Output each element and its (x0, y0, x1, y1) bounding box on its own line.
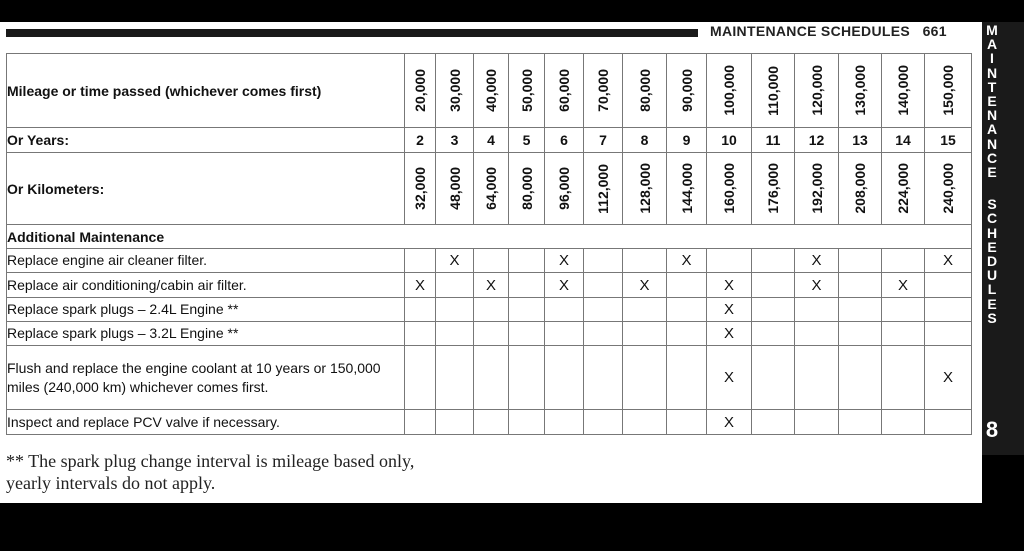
service-mark (882, 346, 925, 410)
kilometers-cell (882, 153, 925, 225)
service-mark (509, 298, 545, 322)
years-cell: 3 (436, 128, 474, 153)
maintenance-item: Replace spark plugs – 3.2L Engine ** (7, 322, 405, 346)
mileage-cell (474, 54, 509, 128)
section-row (7, 225, 972, 249)
service-mark (839, 346, 882, 410)
service-mark (474, 298, 509, 322)
kilometers-value: 96,000 (556, 167, 572, 210)
mileage-cell (584, 54, 623, 128)
mileage-cell (752, 54, 795, 128)
mileage-value: 30,000 (446, 69, 463, 112)
mileage-cell (405, 54, 436, 128)
service-mark (509, 273, 545, 298)
chapter-tab-letter: C (986, 149, 998, 166)
chapter-tab-letter: A (986, 36, 998, 53)
service-mark (405, 346, 436, 410)
chapter-tab-letter: N (986, 64, 998, 81)
mileage-value: 120,000 (808, 65, 825, 116)
service-mark (795, 298, 839, 322)
service-mark: X (925, 249, 972, 273)
service-mark (795, 346, 839, 410)
service-mark (882, 249, 925, 273)
service-mark (509, 249, 545, 273)
service-mark: X (925, 346, 972, 410)
service-mark (509, 322, 545, 346)
service-mark (667, 322, 707, 346)
mileage-value: 70,000 (595, 69, 611, 112)
service-mark (584, 298, 623, 322)
chapter-tab-letter: C (986, 210, 998, 227)
service-mark (623, 410, 667, 435)
service-mark (474, 410, 509, 435)
kilometers-value: 224,000 (895, 163, 911, 214)
service-mark (405, 410, 436, 435)
mileage-value: 140,000 (895, 65, 911, 116)
service-mark (839, 322, 882, 346)
years-cell: 9 (667, 128, 707, 153)
years-cell: 2 (405, 128, 436, 153)
service-mark (584, 249, 623, 273)
service-mark (545, 298, 584, 322)
mileage-value: 60,000 (556, 69, 572, 112)
service-mark (623, 346, 667, 410)
service-mark (436, 322, 474, 346)
chapter-tab (982, 22, 1024, 455)
years-row (7, 128, 972, 153)
service-mark: X (795, 273, 839, 298)
kilometers-cell (795, 153, 839, 225)
chapter-tab-letter: E (987, 295, 997, 312)
kilometers-value: 128,000 (636, 163, 653, 214)
service-mark (795, 410, 839, 435)
mileage-value: 90,000 (678, 69, 695, 112)
maintenance-row (7, 298, 972, 322)
service-mark (623, 322, 667, 346)
service-mark (667, 410, 707, 435)
service-mark: X (707, 298, 752, 322)
mileage-row (7, 54, 972, 128)
kilometers-cell (436, 153, 474, 225)
maintenance-row (7, 346, 972, 410)
maintenance-item: Replace engine air cleaner filter. (7, 249, 405, 273)
service-mark (795, 322, 839, 346)
kilometers-value: 240,000 (940, 163, 956, 214)
service-mark (707, 249, 752, 273)
service-mark (839, 410, 882, 435)
header-rule (6, 29, 698, 37)
page-header (710, 23, 947, 39)
service-mark: X (707, 346, 752, 410)
years-cell: 10 (707, 128, 752, 153)
service-mark (509, 410, 545, 435)
service-mark (584, 273, 623, 298)
service-mark (925, 298, 972, 322)
chapter-tab-letter: E (987, 238, 997, 255)
section-label: Additional Maintenance (7, 225, 972, 249)
years-cell: 12 (795, 128, 839, 153)
mileage-cell (839, 54, 882, 128)
service-mark (405, 322, 436, 346)
service-mark: X (707, 410, 752, 435)
service-mark (584, 322, 623, 346)
chapter-tab-letter: D (986, 253, 998, 270)
service-mark (752, 322, 795, 346)
service-mark: X (623, 273, 667, 298)
maintenance-row (7, 410, 972, 435)
page-number: 661 (922, 23, 947, 39)
maintenance-item: Replace spark plugs – 2.4L Engine ** (7, 298, 405, 322)
service-mark (882, 410, 925, 435)
mileage-cell (623, 54, 667, 128)
maintenance-item: Replace air conditioning/cabin air filter. (7, 273, 405, 298)
kilometers-label: Or Kilometers: (7, 153, 405, 225)
kilometers-cell (839, 153, 882, 225)
mileage-cell (667, 54, 707, 128)
service-mark (882, 298, 925, 322)
service-mark (667, 346, 707, 410)
service-mark: X (436, 249, 474, 273)
service-mark (545, 322, 584, 346)
kilometers-cell (667, 153, 707, 225)
service-mark (623, 249, 667, 273)
service-mark (584, 346, 623, 410)
service-mark: X (474, 273, 509, 298)
chapter-tab-letter: S (987, 309, 997, 326)
mileage-value: 20,000 (412, 69, 428, 112)
service-mark (752, 273, 795, 298)
service-mark (545, 346, 584, 410)
service-mark (667, 273, 707, 298)
mileage-cell (795, 54, 839, 128)
mileage-value: 100,000 (721, 65, 737, 116)
kilometers-value: 160,000 (721, 163, 737, 214)
mileage-value: 110,000 (765, 65, 781, 116)
maintenance-schedule-table (6, 53, 972, 435)
years-cell: 4 (474, 128, 509, 153)
service-mark (436, 298, 474, 322)
service-mark: X (545, 249, 584, 273)
years-label: Or Years: (7, 128, 405, 153)
kilometers-value: 112,000 (595, 163, 611, 214)
kilometers-cell (545, 153, 584, 225)
service-mark: X (667, 249, 707, 273)
kilometers-value: 64,000 (483, 167, 499, 210)
kilometers-cell (584, 153, 623, 225)
kilometers-row (7, 153, 972, 225)
kilometers-cell (623, 153, 667, 225)
maintenance-item: Flush and replace the engine coolant at 10 years or 150,000 miles (240,000 km) whichever comes first. (7, 346, 405, 410)
chapter-tab-letter: L (987, 281, 997, 298)
chapter-tab-letter: N (986, 135, 998, 152)
maintenance-row (7, 249, 972, 273)
kilometers-value: 48,000 (446, 167, 463, 210)
footnote-line-1: ** The spark plug change interval is mileage based only, (6, 451, 415, 471)
kilometers-cell (752, 153, 795, 225)
chapter-tab-letter: S (987, 196, 997, 213)
kilometers-value: 176,000 (765, 163, 781, 214)
service-mark (752, 410, 795, 435)
kilometers-value: 80,000 (518, 167, 535, 210)
service-mark: X (795, 249, 839, 273)
years-cell: 15 (925, 128, 972, 153)
chapter-tab-letter: N (986, 107, 998, 124)
service-mark: X (545, 273, 584, 298)
service-mark (405, 298, 436, 322)
service-mark (839, 249, 882, 273)
kilometers-value: 32,000 (412, 167, 428, 210)
kilometers-cell (925, 153, 972, 225)
chapter-number: 8 (985, 417, 999, 442)
service-mark (925, 273, 972, 298)
service-mark (436, 346, 474, 410)
years-cell: 8 (623, 128, 667, 153)
chapter-tab-letter: A (986, 121, 998, 138)
chapter-tab-label (982, 23, 1002, 325)
kilometers-value: 208,000 (852, 163, 868, 214)
footnote (6, 450, 414, 494)
service-mark (474, 322, 509, 346)
service-mark (405, 249, 436, 273)
service-mark (882, 322, 925, 346)
mileage-cell (509, 54, 545, 128)
mileage-value: 50,000 (518, 69, 535, 112)
mileage-value: 80,000 (636, 69, 653, 112)
service-mark (436, 410, 474, 435)
service-mark (752, 346, 795, 410)
service-mark: X (707, 273, 752, 298)
mileage-value: 150,000 (940, 65, 956, 116)
service-mark (436, 273, 474, 298)
chapter-tab-letter: I (990, 50, 994, 67)
chapter-tab-letter: H (986, 224, 998, 241)
mileage-value: 130,000 (852, 65, 868, 116)
service-mark: X (405, 273, 436, 298)
years-cell: 11 (752, 128, 795, 153)
kilometers-cell (707, 153, 752, 225)
header-title: MAINTENANCE SCHEDULES (710, 23, 910, 39)
mileage-cell (882, 54, 925, 128)
kilometers-cell (405, 153, 436, 225)
years-cell: 5 (509, 128, 545, 153)
kilometers-value: 192,000 (808, 163, 825, 214)
service-mark (623, 298, 667, 322)
service-mark (667, 298, 707, 322)
kilometers-cell (474, 153, 509, 225)
service-mark (752, 249, 795, 273)
service-mark (839, 273, 882, 298)
maintenance-row (7, 322, 972, 346)
mileage-cell (707, 54, 752, 128)
service-mark (584, 410, 623, 435)
chapter-tab-letter: T (987, 78, 997, 95)
chapter-tab-letter: U (986, 267, 998, 284)
footnote-line-2: yearly intervals do not apply. (6, 473, 216, 493)
mileage-value: 40,000 (483, 69, 499, 112)
chapter-tab-letter: E (987, 164, 997, 181)
mileage-cell (925, 54, 972, 128)
maintenance-row (7, 273, 972, 298)
service-mark (925, 410, 972, 435)
mileage-cell (545, 54, 584, 128)
years-cell: 14 (882, 128, 925, 153)
service-mark: X (707, 322, 752, 346)
kilometers-cell (509, 153, 545, 225)
service-mark (839, 298, 882, 322)
years-cell: 6 (545, 128, 584, 153)
kilometers-value: 144,000 (678, 163, 695, 214)
maintenance-item: Inspect and replace PCV valve if necessary. (7, 410, 405, 435)
service-mark (752, 298, 795, 322)
mileage-cell (436, 54, 474, 128)
chapter-tab-letter (982, 179, 1002, 197)
mileage-label: Mileage or time passed (whichever comes first) (7, 54, 405, 128)
service-mark (925, 322, 972, 346)
years-cell: 13 (839, 128, 882, 153)
service-mark (509, 346, 545, 410)
service-mark: X (882, 273, 925, 298)
service-mark (545, 410, 584, 435)
chapter-tab-letter: E (987, 93, 997, 110)
service-mark (474, 249, 509, 273)
years-cell: 7 (584, 128, 623, 153)
chapter-tab-letter: M (986, 22, 998, 38)
service-mark (474, 346, 509, 410)
